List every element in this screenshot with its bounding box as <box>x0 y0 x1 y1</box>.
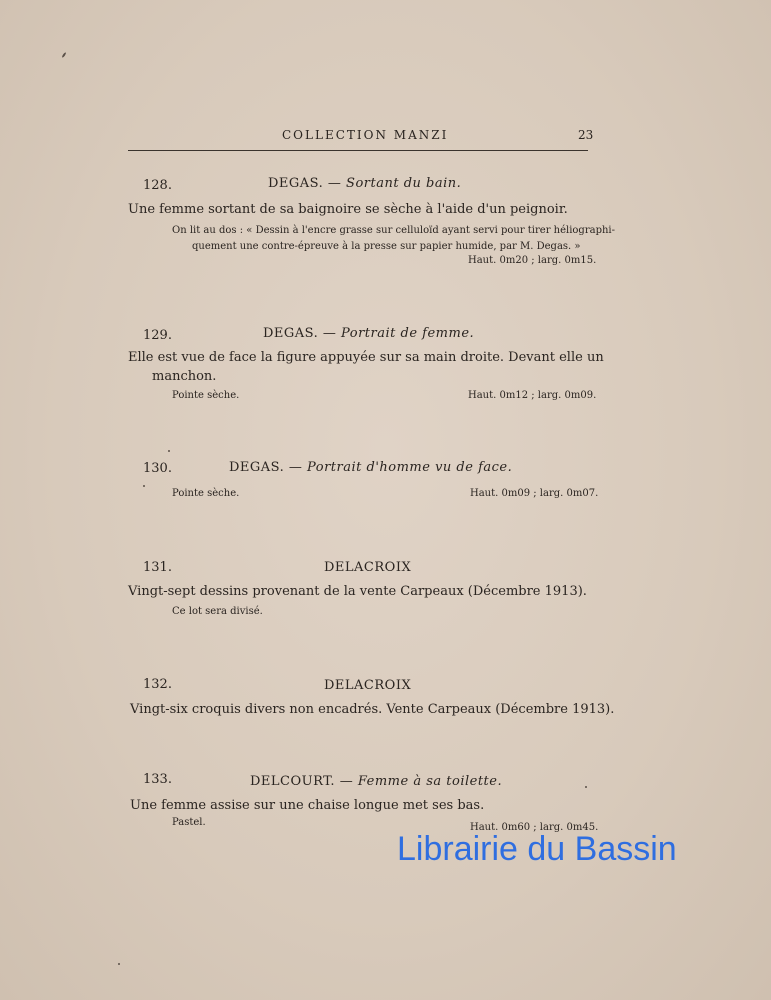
entry-technique: Pastel. <box>172 817 206 828</box>
entry-heading <box>263 326 474 341</box>
entry-artist: DEGAS. <box>229 460 285 475</box>
paper-speck <box>61 52 66 58</box>
paper-speck <box>585 786 587 788</box>
paper-speck <box>143 485 145 487</box>
entry-technique: Pointe sèche. <box>172 390 240 401</box>
entry-artist: DELACROIX <box>324 560 412 575</box>
entry-title: Femme à sa toilette. <box>357 774 503 789</box>
header-rule <box>128 150 588 151</box>
entry-number: 132. <box>143 677 172 692</box>
entry-title: Sortant du bain. <box>346 176 462 191</box>
entry-heading <box>250 774 502 789</box>
entry-separator: — <box>288 460 303 475</box>
page-number: 23 <box>578 128 594 142</box>
entry-note-line: On lit au dos : « Dessin à l'encre grasse sur celluloïd ayant servi pour tirer héliographi- <box>172 225 615 236</box>
paper-speck <box>118 963 120 965</box>
entry-description: Vingt-six croquis divers non encadrés. Vente Carpeaux (Décembre 1913). <box>130 702 615 717</box>
entry-description: Une femme assise sur une chaise longue met ses bas. <box>130 798 485 813</box>
entry-number: 128. <box>143 178 172 193</box>
entry-description-line: Elle est vue de face la figure appuyée sur sa main droite. Devant elle un <box>128 350 604 365</box>
entry-title: Portrait de femme. <box>341 326 475 341</box>
entry-heading <box>229 460 512 475</box>
entry-artist: DELACROIX <box>324 678 412 693</box>
entry-note: Ce lot sera divisé. <box>172 606 263 617</box>
watermark: Librairie du Bassin <box>397 830 677 868</box>
paper-speck <box>168 450 170 452</box>
entry-separator: — <box>322 326 337 341</box>
entry-dimensions: Haut. 0m12 ; larg. 0m09. <box>468 390 597 401</box>
entry-heading <box>268 176 461 191</box>
entry-separator: — <box>327 176 342 191</box>
entry-description: Une femme sortant de sa baignoire se sèche à l'aide d'un peignoir. <box>128 202 568 217</box>
entry-number: 130. <box>143 461 172 476</box>
entry-separator: — <box>339 774 354 789</box>
entry-note-line: quement une contre-épreuve à la presse sur papier humide, par M. Degas. » <box>192 241 581 252</box>
running-header-title: COLLECTION MANZI <box>282 128 449 142</box>
entry-description: Vingt-sept dessins provenant de la vente Carpeaux (Décembre 1913). <box>128 584 587 599</box>
entry-artist: DEGAS. <box>263 326 319 341</box>
entry-artist: DEGAS. <box>268 176 324 191</box>
entry-number: 131. <box>143 560 172 575</box>
entry-dimensions: Haut. 0m20 ; larg. 0m15. <box>468 255 597 266</box>
entry-artist: DELCOURT. <box>250 774 336 789</box>
entry-dimensions: Haut. 0m60 ; larg. 0m45. <box>470 822 599 833</box>
entry-dimensions: Haut. 0m09 ; larg. 0m07. <box>470 488 599 499</box>
entry-description-line: manchon. <box>152 369 217 384</box>
entry-number: 133. <box>143 772 172 787</box>
entry-number: 129. <box>143 328 172 343</box>
entry-technique: Pointe sèche. <box>172 488 240 499</box>
entry-title: Portrait d'homme vu de face. <box>307 460 513 475</box>
